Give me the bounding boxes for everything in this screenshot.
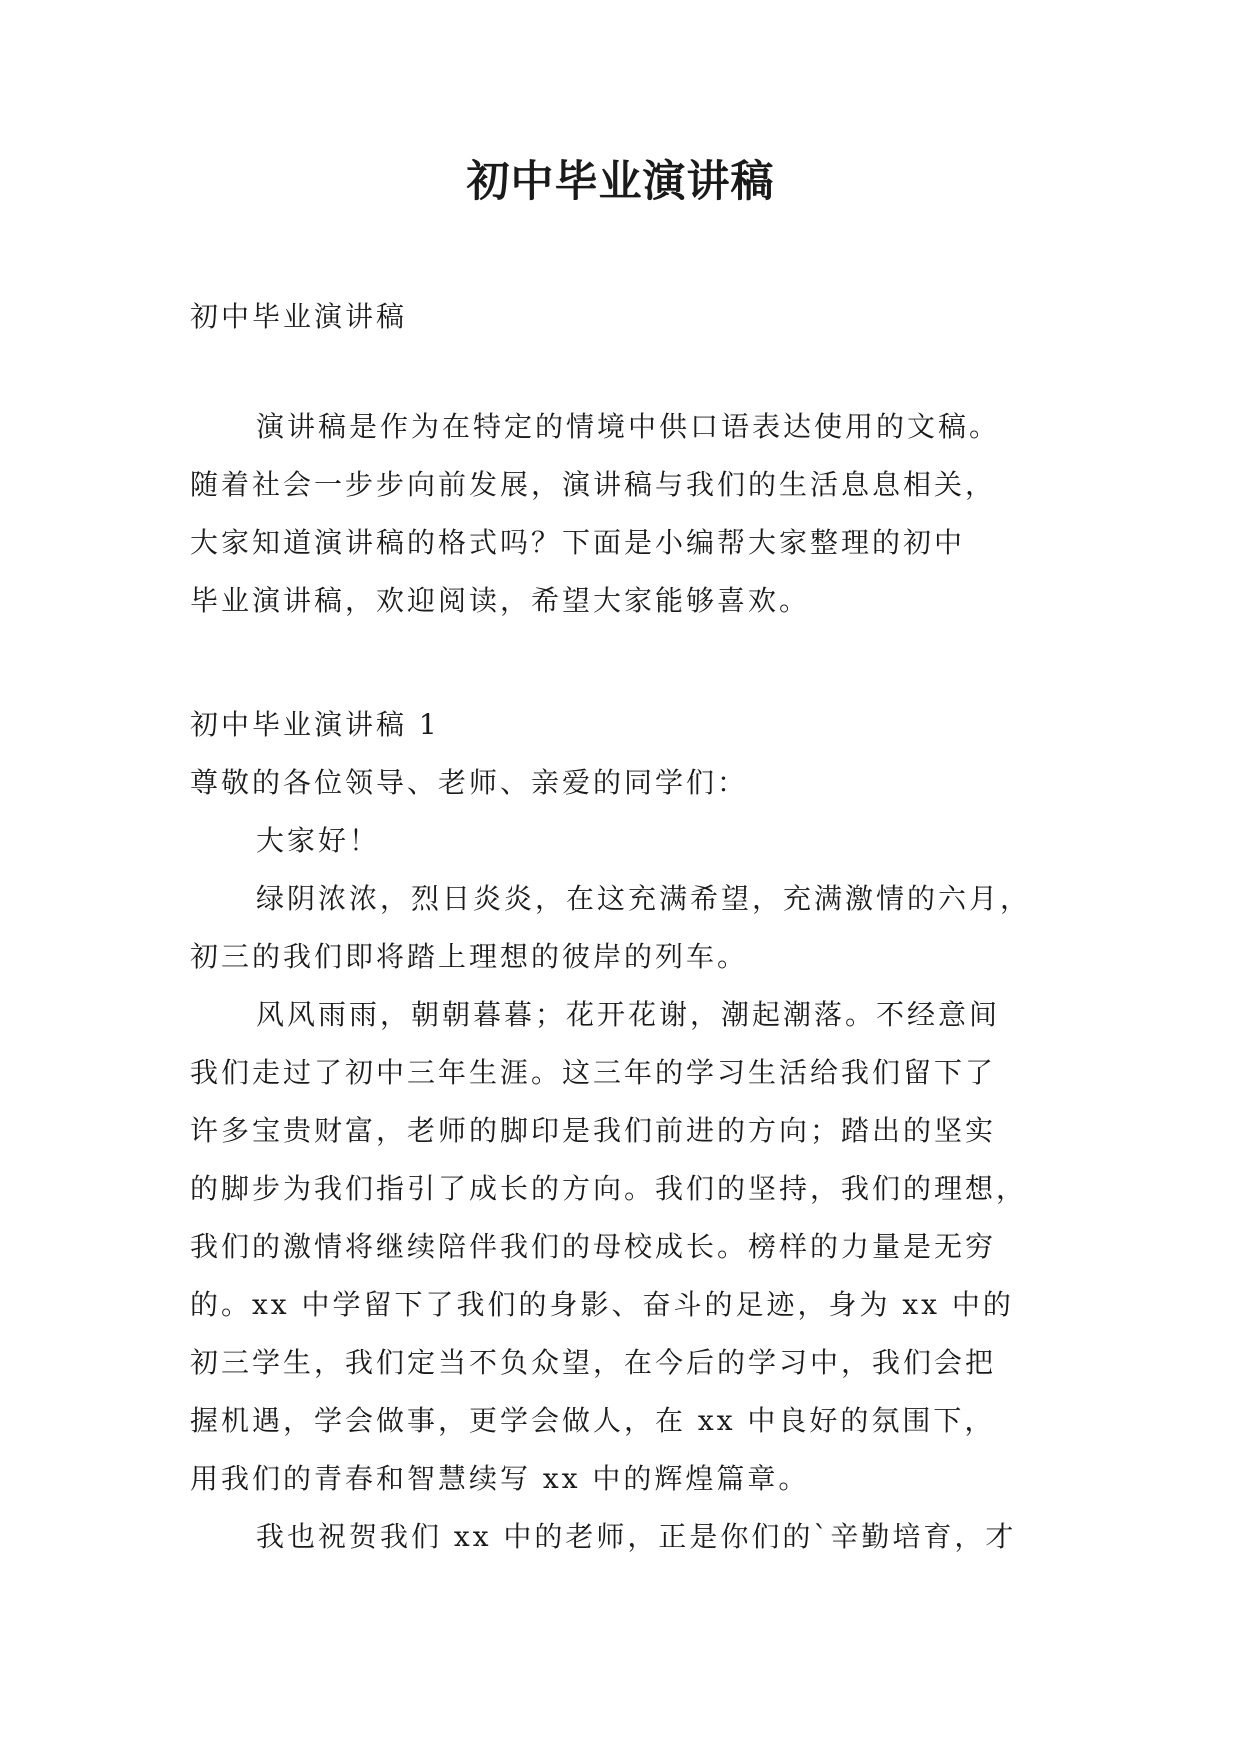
section-heading: 初中毕业演讲稿 1 (190, 708, 440, 741)
greeting: 大家好！ (256, 824, 381, 857)
document-title: 初中毕业演讲稿 (466, 157, 775, 207)
subtitle-text: 初中毕业演讲稿 (190, 300, 408, 333)
intro-line: 随着社会一步步向前发展，演讲稿与我们的生活息息相关， (190, 468, 997, 501)
intro-line: 大家知道演讲稿的格式吗？下面是小编帮大家整理的初中 (190, 526, 966, 559)
paragraph2-line: 许多宝贵财富，老师的脚印是我们前进的方向；踏出的坚实 (190, 1114, 997, 1147)
paragraph2-line: 我们的激情将继续陪伴我们的母校成长。榜样的力量是无穷 (190, 1230, 997, 1263)
intro-line: 演讲稿是作为在特定的情境中供口语表达使用的文稿。 (256, 410, 1001, 443)
paragraph3-line: 我也祝贺我们 xx 中的老师，正是你们的`辛勤培育，才 (256, 1520, 1017, 1553)
paragraph2-line: 我们走过了初中三年生涯。这三年的学习生活给我们留下了 (190, 1056, 997, 1089)
paragraph1-line: 绿阴浓浓，烈日炎炎，在这充满希望，充满激情的六月， (256, 882, 1032, 915)
salutation: 尊敬的各位领导、老师、亲爱的同学们： (190, 766, 749, 799)
paragraph2-line: 的。xx 中学留下了我们的身影、奋斗的足迹，身为 xx 中的 (190, 1288, 1014, 1321)
paragraph1-line: 初三的我们即将踏上理想的彼岸的列车。 (190, 940, 749, 973)
speech-body (190, 696, 1070, 1566)
document-subtitle (190, 288, 1070, 346)
paragraph2-line: 的脚步为我们指引了成长的方向。我们的坚持，我们的理想， (190, 1172, 1028, 1205)
intro-paragraph (190, 398, 1070, 630)
paragraph2-line: 用我们的青春和智慧续写 xx 中的辉煌篇章。 (190, 1462, 810, 1495)
paragraph2-line: 握机遇，学会做事，更学会做人，在 xx 中良好的氛围下， (190, 1404, 996, 1437)
intro-line: 毕业演讲稿，欢迎阅读，希望大家能够喜欢。 (190, 584, 811, 617)
paragraph2-line: 风风雨雨，朝朝暮暮；花开花谢，潮起潮落。不经意间 (256, 998, 1001, 1031)
paragraph2-line: 初三学生，我们定当不负众望，在今后的学习中，我们会把 (190, 1346, 997, 1379)
